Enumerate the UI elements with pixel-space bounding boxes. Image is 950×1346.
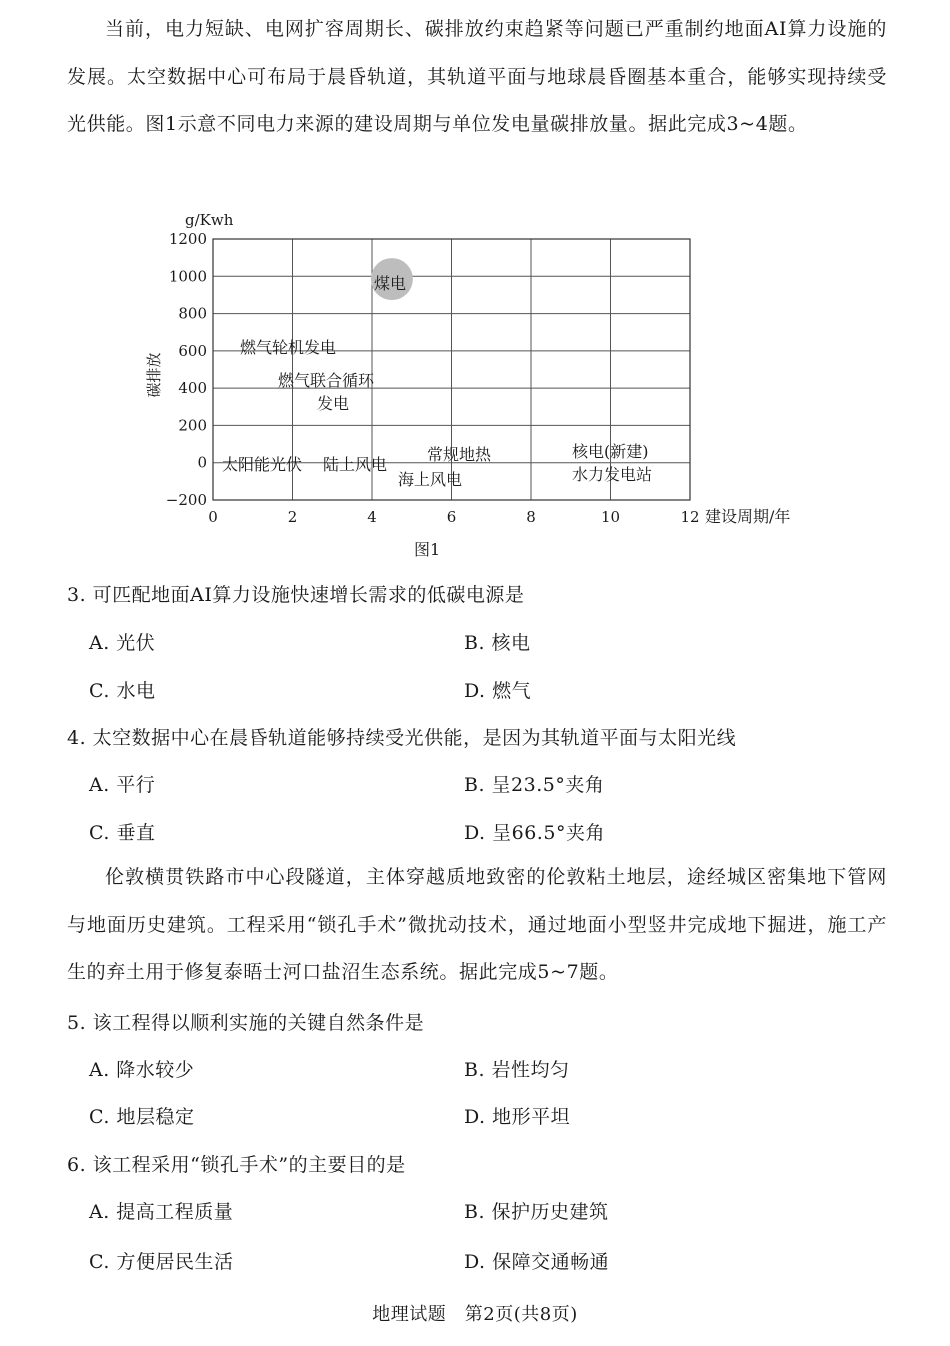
y-axis-unit: g/Kwh	[185, 211, 234, 229]
y-axis-label: 碳排放	[145, 352, 163, 398]
question-4-stem: 4. 太空数据中心在晨昏轨道能够持续受光供能，是因为其轨道平面与太阳光线	[67, 727, 737, 749]
q6-option-d: D. 保障交通畅通	[464, 1251, 610, 1273]
x-tick-label: 10	[600, 508, 621, 526]
label-gas-cc-2: 发电	[317, 394, 350, 413]
question-6-stem: 6. 该工程采用“锁孔手术”的主要目的是	[67, 1154, 406, 1176]
y-tick-label: 200	[178, 416, 207, 435]
figure-1-chart	[130, 205, 830, 535]
label-gas-cc-1: 燃气联合循环	[278, 371, 375, 390]
y-tick-label: −200	[165, 491, 207, 509]
y-tick-label: 1000	[168, 267, 207, 286]
label-wind-sea: 海上风电	[398, 470, 463, 489]
label-wind-land: 陆上风电	[323, 455, 388, 474]
y-tick-label: 800	[178, 304, 207, 323]
q3-option-a: A. 光伏	[89, 632, 156, 654]
q6-option-b: B. 保护历史建筑	[464, 1201, 609, 1223]
x-tick-label: 0	[208, 508, 218, 526]
intro-paragraph-1: 当前，电力短缺、电网扩容周期长、碳排放约束趋紧等问题已严重制约地面AI算力设施的发展。太空数据中心可布局于晨昏轨道，其轨道平面与地球晨昏圈基本重合，能够实现持续受光供能。图1示意不同电力来源的建设周期与单位发电量碳排放量。据此完成3~4题。	[67, 18, 887, 135]
y-tick-label: 600	[178, 341, 207, 360]
q5-option-b: B. 岩性均匀	[464, 1059, 570, 1081]
x-tick-label: 2	[287, 508, 298, 526]
q6-option-a: A. 提高工程质量	[89, 1201, 234, 1223]
question-3-stem: 3. 可匹配地面AI算力设施快速增长需求的低碳电源是	[67, 584, 525, 606]
label-nuclear: 核电(新建)	[572, 442, 649, 461]
q4-option-a: A. 平行	[89, 774, 156, 796]
q5-option-d: D. 地形平坦	[464, 1106, 571, 1128]
q3-option-c: C. 水电	[89, 680, 156, 702]
label-solar: 太阳能光伏	[222, 455, 303, 474]
chart-point-labels	[222, 274, 652, 489]
label-coal: 煤电	[374, 274, 407, 293]
q5-option-a: A. 降水较少	[89, 1059, 195, 1081]
figure-caption: 图1	[414, 540, 441, 559]
question-5-stem: 5. 该工程得以顺利实施的关键自然条件是	[67, 1012, 425, 1034]
y-tick-label: 400	[178, 379, 207, 398]
x-tick-label: 6	[446, 508, 457, 526]
label-geothermal: 常规地热	[427, 445, 492, 464]
q3-option-d: D. 燃气	[464, 680, 532, 702]
y-tick-label: 0	[197, 453, 207, 472]
label-hydro: 水力发电站	[572, 465, 653, 484]
q4-option-b: B. 呈23.5°夹角	[464, 774, 605, 796]
x-tick-label: 4	[367, 508, 377, 526]
page-footer: 地理试题 第2页(共8页)	[372, 1304, 578, 1325]
q5-option-c: C. 地层稳定	[89, 1106, 195, 1128]
intro-paragraph-2: 伦敦横贯铁路市中心段隧道，主体穿越质地致密的伦敦粘土地层，途经城区密集地下管网与地面历史建筑。工程采用“锁孔手术”微扰动技术，通过地面小型竖井完成地下掘进，施工产生的弃土用于修复泰晤士河口盐沼生态系统。据此完成5~7题。	[67, 866, 887, 983]
q6-option-c: C. 方便居民生活	[89, 1251, 234, 1273]
y-tick-label: 1200	[168, 230, 207, 248]
x-axis-label: 建设周期/年	[705, 507, 791, 526]
q3-option-b: B. 核电	[464, 632, 531, 654]
q4-option-d: D. 呈66.5°夹角	[464, 822, 605, 844]
label-gas-turbine: 燃气轮机发电	[240, 338, 337, 357]
q4-option-c: C. 垂直	[89, 822, 156, 844]
x-tick-label: 8	[526, 508, 536, 526]
x-tick-label: 12	[680, 508, 700, 526]
